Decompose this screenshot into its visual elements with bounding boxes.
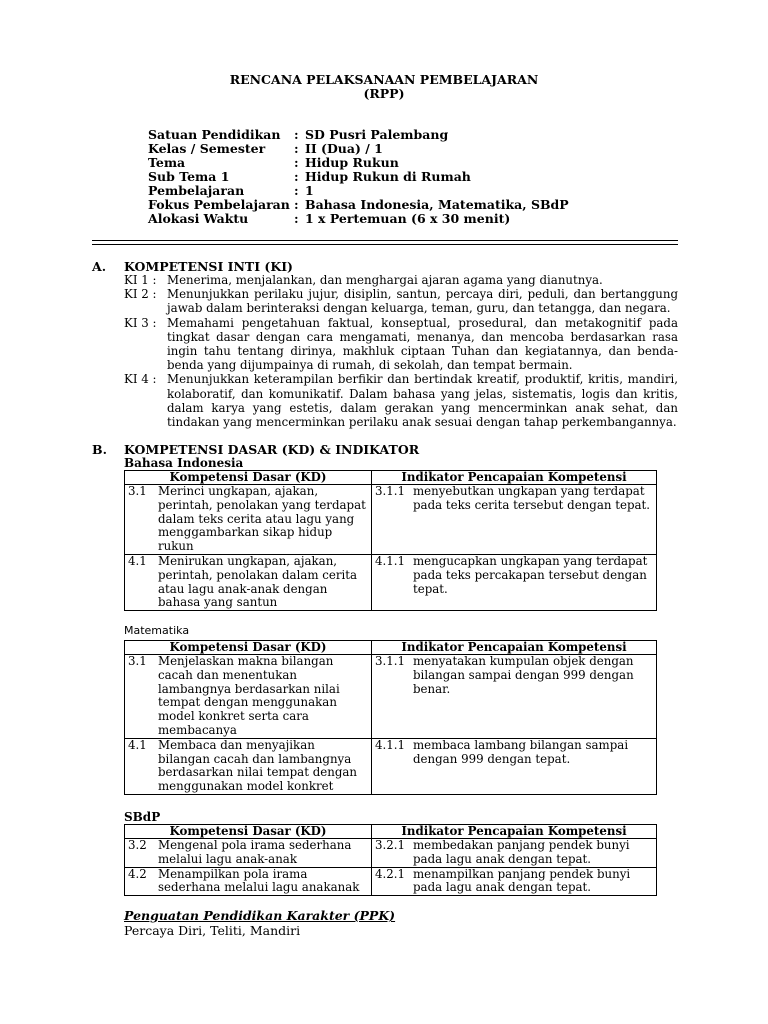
info-row [148, 128, 569, 142]
info-row [148, 212, 569, 226]
kd-cell [125, 485, 372, 555]
section-title: KOMPETENSI INTI (KI) [124, 259, 293, 274]
indicator-text: mengucapkan ungkapan yang terdapat pada teks percakapan tersebut dengan tepat. [413, 553, 648, 596]
indicator-text: menyebutkan ungkapan yang terdapat pada teks cerita tersebut dengan tepat. [413, 484, 651, 512]
section-letter: A. [92, 259, 107, 274]
kd-number: 4.1 [128, 737, 147, 752]
info-label: Fokus Pembelajaran [148, 197, 290, 212]
indicator-text: menampilkan panjang pendek bunyi pada lagu anak dengan tepat. [413, 866, 631, 895]
divider-thick [92, 240, 678, 241]
kd-text: Menjelaskan makna bilangan cacah dan menentukan lambangnya berdasarkan nilai tempat dengan menggunakan model konkret serta cara membacanya [158, 654, 340, 737]
info-row [148, 170, 569, 184]
table-header-row [125, 471, 657, 485]
kd-number: 3.1 [128, 654, 147, 668]
info-separator: : [294, 169, 299, 184]
info-separator: : [294, 127, 299, 142]
info-value: 1 x Pertemuan (6 x 30 menit) [305, 211, 511, 226]
indicator-number: 3.2.1 [375, 838, 406, 852]
column-header-kd: Kompetensi Dasar (KD) [125, 471, 372, 485]
indicator-cell [372, 867, 657, 896]
info-label: Pembelajaran [148, 183, 245, 198]
indicator-text: menyatakan kumpulan objek dengan bilangan sampai dengan 999 dengan benar. [413, 654, 634, 696]
column-header-kd: Kompetensi Dasar (KD) [125, 825, 372, 839]
indicator-text: membedakan panjang pendek bunyi pada lagu anak dengan tepat. [413, 838, 630, 866]
divider-thin [92, 244, 678, 245]
indicator-number: 4.1.1 [375, 737, 406, 752]
table-row [125, 839, 657, 868]
document-subtitle: (RPP) [363, 86, 405, 101]
kd-text: Menampilkan pola irama sederhana melalui lagu anakanak [158, 866, 360, 895]
info-value: Hidup Rukun [305, 155, 399, 170]
info-separator: : [294, 141, 299, 156]
ki-text: Menerima, menjalankan, dan menghargai ajaran agama yang dianutnya. [167, 273, 603, 287]
info-separator: : [294, 155, 299, 170]
info-value: SD Pusri Palembang [305, 127, 449, 142]
section-title: KOMPETENSI DASAR (KD) & INDIKATOR [124, 442, 420, 457]
ppk-heading: Penguatan Pendidikan Karakter (PPK) [124, 908, 396, 923]
kd-table-sbdp [124, 824, 657, 896]
kd-cell [125, 839, 372, 868]
kd-number: 3.2 [128, 838, 147, 852]
table-header-row [125, 825, 657, 839]
kd-cell [125, 655, 372, 739]
kd-table-bahasa-indonesia [124, 470, 657, 611]
indicator-text: membaca lambang bilangan sampai dengan 999 dengan tepat. [413, 737, 629, 766]
table-row [125, 738, 657, 794]
kd-number: 3.1 [128, 484, 147, 498]
info-label: Alokasi Waktu [148, 211, 249, 226]
ki-code: KI 4 : [124, 372, 157, 387]
ki-text: Menunjukkan perilaku jujur, disiplin, santun, percaya diri, peduli, dan bertanggung jawab dalam berinteraksi dengan keluarga, teman, guru, dan tetangga, dan negara. [167, 287, 678, 316]
info-label: Satuan Pendidikan [148, 127, 281, 142]
list-item [124, 372, 678, 429]
document-title: RENCANA PELAKSANAAN PEMBELAJARAN [229, 72, 539, 87]
list-item [124, 287, 678, 315]
info-separator: : [294, 183, 299, 198]
column-header-indicator: Indikator Pencapaian Kompetensi [372, 471, 657, 485]
info-label: Tema [148, 155, 186, 170]
list-item [124, 316, 678, 373]
info-row [148, 142, 569, 156]
info-label: Sub Tema 1 [148, 169, 230, 184]
indicator-cell [372, 554, 657, 610]
kd-cell [125, 867, 372, 896]
info-value: 1 [305, 183, 314, 198]
info-row [148, 184, 569, 198]
ki-list [124, 273, 678, 429]
column-header-kd: Kompetensi Dasar (KD) [125, 641, 372, 655]
info-value: Bahasa Indonesia, Matematika, SBdP [305, 197, 569, 212]
section-b-heading [92, 442, 419, 457]
kd-text: Merinci ungkapan, ajakan, perintah, penolakan yang terdapat dalam teks cerita atau lagu yang menggambarkan sikap hidup rukun [158, 484, 366, 554]
ki-text: Memahami pengetahuan faktual, konseptual, prosedural, dan metakognitif pada tingkat dasar dengan cara mengamati, menanya, dan mencoba berdasarkan rasa ingin tahu tentang dirinya, makhluk ciptaan Tuhan dan kegiatannya, dan benda-benda yang dijumpainya di rumah, di sekolah, dan tempat bermain. [167, 315, 678, 373]
indicator-cell [372, 738, 657, 794]
ki-code: KI 3 : [124, 315, 157, 330]
ppk-values: Percaya Diri, Teliti, Mandiri [124, 923, 301, 938]
list-item [124, 273, 678, 287]
indicator-number: 3.1.1 [375, 484, 406, 498]
column-header-indicator: Indikator Pencapaian Kompetensi [372, 641, 657, 655]
table-row [125, 485, 657, 555]
ki-code: KI 2 : [124, 287, 157, 302]
indicator-number: 4.1.1 [375, 553, 406, 568]
ki-text: Menunjukkan keterampilan berfikir dan bertindak kreatif, produktif, kritis, mandiri, kolaboratif, dan komunikatif. Dalam bahasa yang jelas, sistematis, logis dan kritis, dalam karya yang estetis, dalam gerakan yang mencerminkan anak sehat, dan tindakan yang mencerminkan perilaku anak sesuai dengan tahap perkembangannya. [167, 372, 678, 430]
kd-cell [125, 554, 372, 610]
kd-text: Membaca dan menyajikan bilangan cacah dan lambangnya berdasarkan nilai tempat dengan menggunakan model konkret [158, 737, 358, 794]
info-value: II (Dua) / 1 [305, 141, 383, 156]
info-separator: : [294, 211, 299, 226]
info-label: Kelas / Semester [148, 141, 266, 156]
table-header-row [125, 641, 657, 655]
indicator-number: 3.1.1 [375, 654, 406, 668]
kd-text: Mengenal pola irama sederhana melalui lagu anak-anak [158, 838, 352, 866]
indicator-number: 4.2.1 [375, 866, 406, 881]
column-header-indicator: Indikator Pencapaian Kompetensi [372, 825, 657, 839]
table-row [125, 655, 657, 739]
ki-code: KI 1 : [124, 273, 157, 287]
section-a-heading [92, 259, 293, 274]
subject-heading-matematika: Matematika [124, 624, 190, 637]
kd-cell [125, 738, 372, 794]
subject-heading-bahasa-indonesia: Bahasa Indonesia [124, 456, 244, 470]
indicator-cell [372, 485, 657, 555]
indicator-cell [372, 839, 657, 868]
kd-number: 4.1 [128, 553, 147, 568]
indicator-cell [372, 655, 657, 739]
table-row [125, 554, 657, 610]
table-row [125, 867, 657, 896]
subject-heading-sbdp: SBdP [124, 810, 161, 824]
info-row [148, 156, 569, 170]
identity-block [148, 128, 569, 226]
kd-table-matematika [124, 640, 657, 795]
info-row [148, 198, 569, 212]
kd-text: Menirukan ungkapan, ajakan, perintah, penolakan dalam cerita atau lagu anak-anak dengan bahasa yang santun [158, 553, 358, 610]
info-separator: : [294, 197, 299, 212]
section-letter: B. [92, 442, 107, 457]
info-value: Hidup Rukun di Rumah [305, 169, 471, 184]
kd-number: 4.2 [128, 866, 147, 881]
